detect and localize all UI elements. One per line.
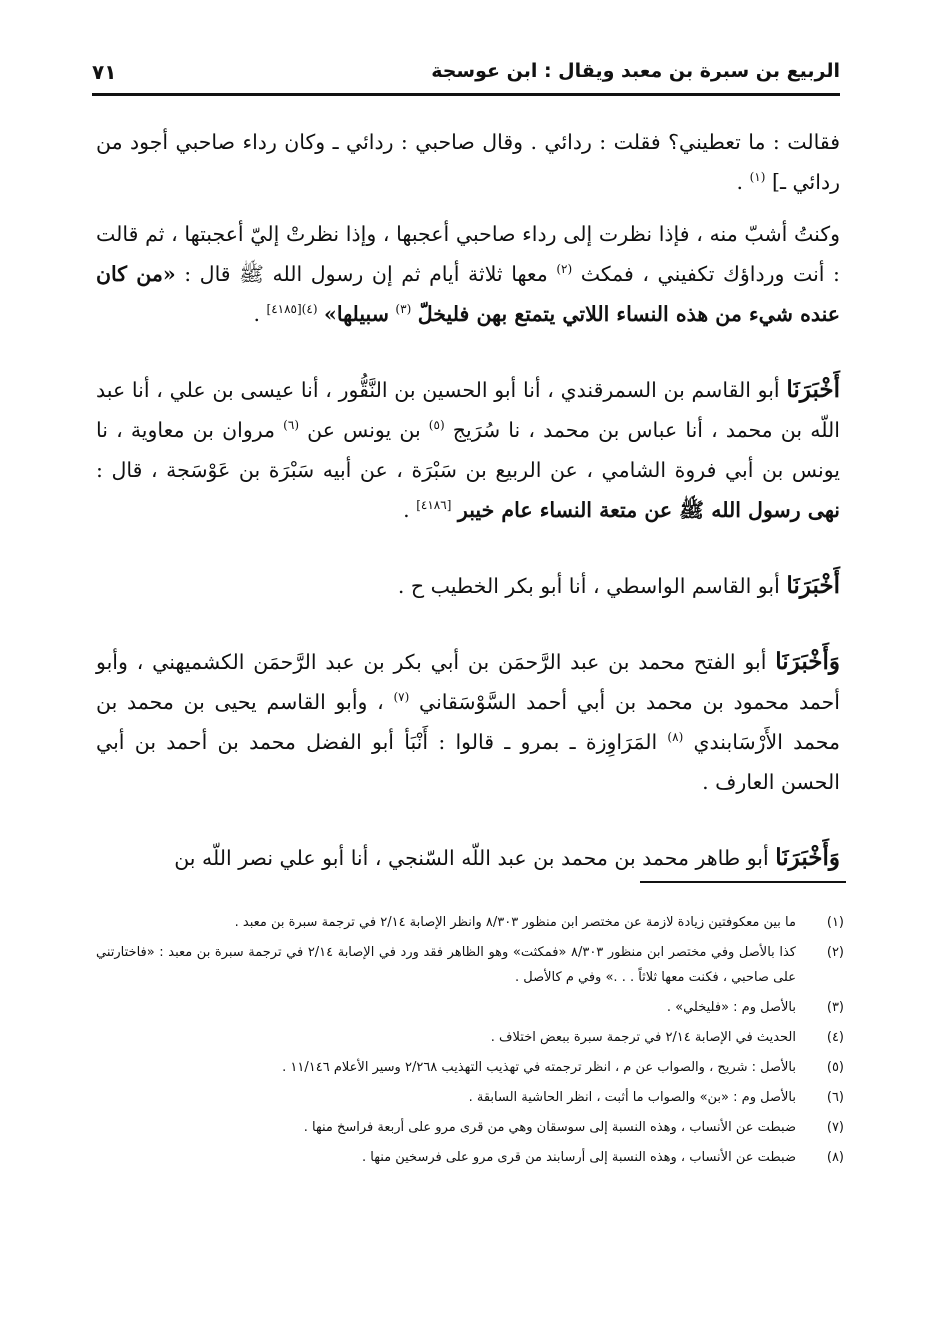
footnote-number: (٨) <box>826 1150 844 1165</box>
footnote-ref: (١) <box>749 170 766 185</box>
footnote-1 <box>96 910 844 935</box>
footnote-text: ما بين معكوفتين زيادة لازمة عن مختصر ابن منظور ٨/٣٠٣ وانظر الإصابة ٢/١٤ في ترجمة سبرة بن معبد . <box>234 915 796 930</box>
footnote-5 <box>96 1055 844 1080</box>
footnote-2 <box>96 940 844 990</box>
running-header <box>92 52 840 92</box>
paragraph-text: أبو طاهر محمد بن محمد بن عبد اللّه السّنجي ، أنا أبو علي نصر اللّه بن <box>174 846 769 870</box>
paragraph-text: أبو القاسم الواسطي ، أنا أبو بكر الخطيب ح . <box>397 574 780 598</box>
paragraph-text: أبو القاسم بن السمرقندي ، أنا أبو الحسين بن النَّقُّور ، أنا عيسى بن علي ، أنا عبد اللّه بن محمد ، أنا عباس بن محمد ، نا سُرَيج <box>96 378 840 442</box>
footnote-text: كذا بالأصل وفي مختصر ابن منظور ٨/٣٠٣ «فمكثت» وهو الظاهر فقد ورد في الإصابة ٢/١٤ في ترجمة سبرة بن معبد : «فاختارتني على صاحبي ، فكنت معها ثلاثاً . . .» وفي م كالأصل . <box>96 945 796 985</box>
footnote-number: (٧) <box>826 1120 844 1135</box>
main-text <box>96 122 840 878</box>
footnote-8 <box>96 1145 844 1170</box>
footnote-7 <box>96 1115 844 1140</box>
isnad-lead-word: وَأَخْبَرَنَا <box>775 648 840 675</box>
footnote-text: ضبطت عن الأنساب ، وهذه النسبة إلى أرسابند من قرى مرو على فرسخين منها . <box>362 1150 796 1165</box>
paragraph-5 <box>96 642 840 802</box>
footnote-number: (٤) <box>826 1030 844 1045</box>
paragraph-text: فقالت : ما تعطيني؟ فقلت : ردائي . وقال صاحبي : ردائي ـ وكان رداء صاحبي أجود من ردائي ـ] <box>96 130 840 194</box>
paragraph-text: مروان بن معاوية ، نا يونس بن أبي فروة الشامي ، عن الربيع بن سَبْرَة ، عن أبيه سَبْرَة بن عَوْسَجة ، قال : <box>96 418 840 482</box>
footnote-ref: (٦) <box>283 418 299 433</box>
footnote-ref: (٧) <box>393 690 410 705</box>
footnotes <box>96 910 844 1175</box>
hadith-number: (٤)[٤١٨٥] <box>266 302 318 317</box>
header-title: الربيع بن سبرة بن معبد ويقال : ابن عوسجة <box>431 60 840 82</box>
footnote-number: (٢) <box>826 945 844 960</box>
paragraph-1 <box>96 122 840 202</box>
paragraph-text: أبو الفتح محمد بن عبد الرَّحمَن بن أبي بكر بن عبد الرَّحمَن الكشميهني ، وأبو أحمد محمود بن محمد بن أبي أحمد السَّوْسَقاني <box>96 650 840 714</box>
page-number: ٧١ <box>92 60 117 84</box>
footnote-number: (٦) <box>826 1090 844 1105</box>
footnote-text: بالأصل وم : «بن» والصواب ما أثبت ، انظر الحاشية السابقة . <box>468 1090 796 1105</box>
footnote-text: الحديث في الإصابة ٢/١٤ في ترجمة سبرة ببعض اختلاف . <box>490 1030 796 1045</box>
isnad-lead-word: أَخْبَرَنَا <box>786 572 840 599</box>
hadith-text: نهى رسول الله ﷺ عن متعة النساء عام خيبر <box>457 498 840 522</box>
paragraph-3 <box>96 370 840 530</box>
footnote-text: ضبطت عن الأنساب ، وهذه النسبة إلى سوسقان وهي من قرى مرو على أربعة فراسخ منها . <box>303 1120 796 1135</box>
punctuation: . <box>736 170 744 194</box>
hadith-text: «من كان عنده شيء من هذه النساء اللاتي يتمتع بهن فليخلّ <box>96 262 840 326</box>
footnote-3 <box>96 995 844 1020</box>
footnote-ref: (٣) <box>395 302 412 317</box>
punctuation: . <box>253 302 260 326</box>
footnote-ref: (٥) <box>428 418 445 433</box>
isnad-lead-word: وَأَخْبَرَنَا <box>775 844 840 871</box>
paragraph-text: بن يونس عن <box>307 418 421 442</box>
footnote-text: بالأصل : شريح ، والصواب عن م ، انظر ترجمته في تهذيب التهذيب ٢/٢٦٨ وسير الأعلام ١١/١٤٦ . <box>282 1060 796 1075</box>
hadith-text: سبيلها» <box>324 302 389 326</box>
footnote-separator <box>640 881 846 883</box>
footnote-4 <box>96 1025 844 1050</box>
paragraph-2 <box>96 214 840 334</box>
paragraph-text: ، وأبو القاسم يحيى بن محمد بن محمد الأَرْسَابندي <box>96 690 840 754</box>
footnote-ref: (٨) <box>667 730 684 745</box>
paragraph-text: معها ثلاثة أيام ثم إن رسول الله ﷺ قال : <box>184 262 548 286</box>
hadith-number: [٤١٨٦] <box>416 498 452 513</box>
paragraph-4 <box>96 566 840 606</box>
footnote-number: (٣) <box>826 1000 844 1015</box>
footnote-number: (١) <box>826 915 844 930</box>
paragraph-text: المَرَاوِزة ـ بمرو ـ قالوا : أَنْبَأ أبو الفضل محمد بن أحمد بن أبي الحسن العارف . <box>96 730 840 794</box>
footnote-ref: (٢) <box>556 262 573 277</box>
paragraph-6 <box>96 838 840 878</box>
isnad-lead-word: أَخْبَرَنَا <box>786 376 840 403</box>
paragraph-text: وكنتُ أشبّ منه ، فإذا نظرت إلى رداء صاحبي أعجبها ، وإذا نظرتْ إليّ أعجبتها ، ثم قالت : أنت ورداؤك تكفيني ، فمكث <box>96 222 840 286</box>
footnote-text: بالأصل وم : «فليخلي» . <box>666 1000 796 1015</box>
punctuation: . <box>403 498 410 522</box>
footnote-number: (٥) <box>826 1060 844 1075</box>
footnote-6 <box>96 1085 844 1110</box>
header-rule <box>92 93 840 96</box>
